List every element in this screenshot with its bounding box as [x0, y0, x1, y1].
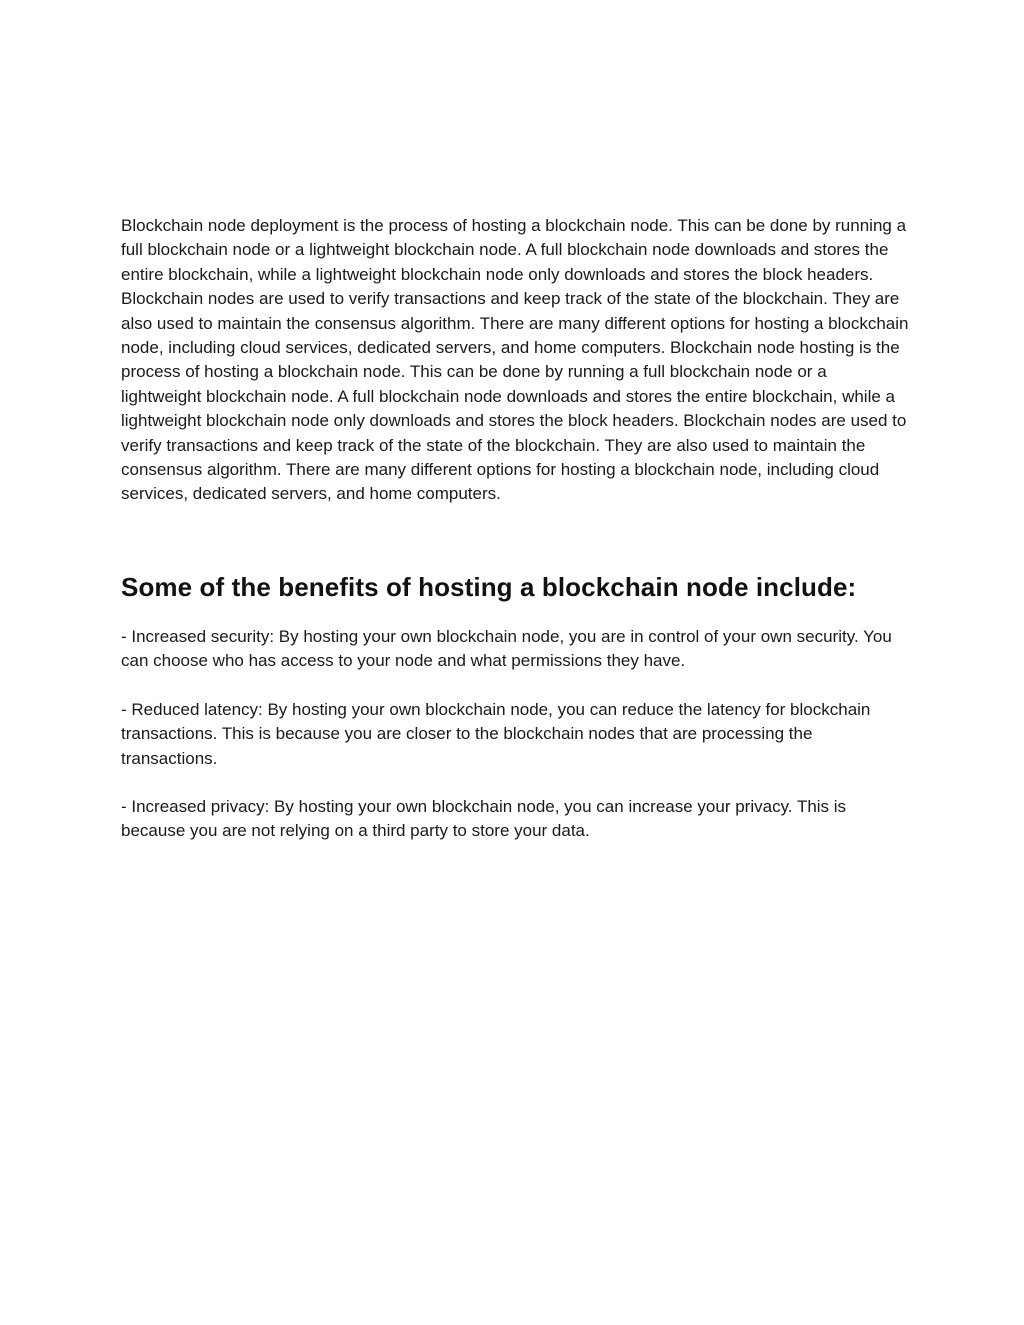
document-page	[121, 214, 911, 844]
benefit-privacy-paragraph: - Increased privacy: By hosting your own blockchain node, you can increase your privacy. This is because you are not relying on a third party to store your data.	[121, 796, 847, 841]
benefits-heading: Some of the benefits of hosting a blockchain node include:	[121, 571, 857, 602]
intro-paragraph: Blockchain node deployment is the process of hosting a blockchain node. This can be done by running a full blockchain node or a lightweight blockchain node. A full blockchain node downloads and stores the entire blockchain, while a lightweight blockchain node only downloads and stores the block headers. Blockchain nodes are used to verify transactions and keep track of the state of the blockchain. They are also used to maintain the consensus algorithm. There are many different options for hosting a blockchain node, including cloud services, dedicated servers, and home computers. Blockchain node hosting is the process of hosting a blockchain node. This can be done by running a full blockchain node or a lightweight blockchain node. A full blockchain node downloads and stores the entire blockchain, while a lightweight blockchain node only downloads and stores the block headers. Blockchain nodes are used to verify transactions and keep track of the state of the blockchain. They are also used to maintain the consensus algorithm. There are many different options for hosting a blockchain node, including cloud services, dedicated servers, and home computers.	[121, 216, 909, 504]
benefit-latency-paragraph: - Reduced latency: By hosting your own blockchain node, you can reduce the latency for blockchain transactions. This is because you are closer to the blockchain nodes that are processing the transactions.	[121, 699, 871, 768]
benefit-security-paragraph: - Increased security: By hosting your own blockchain node, you are in control of your own security. You can choose who has access to your node and what permissions they have.	[121, 626, 892, 671]
